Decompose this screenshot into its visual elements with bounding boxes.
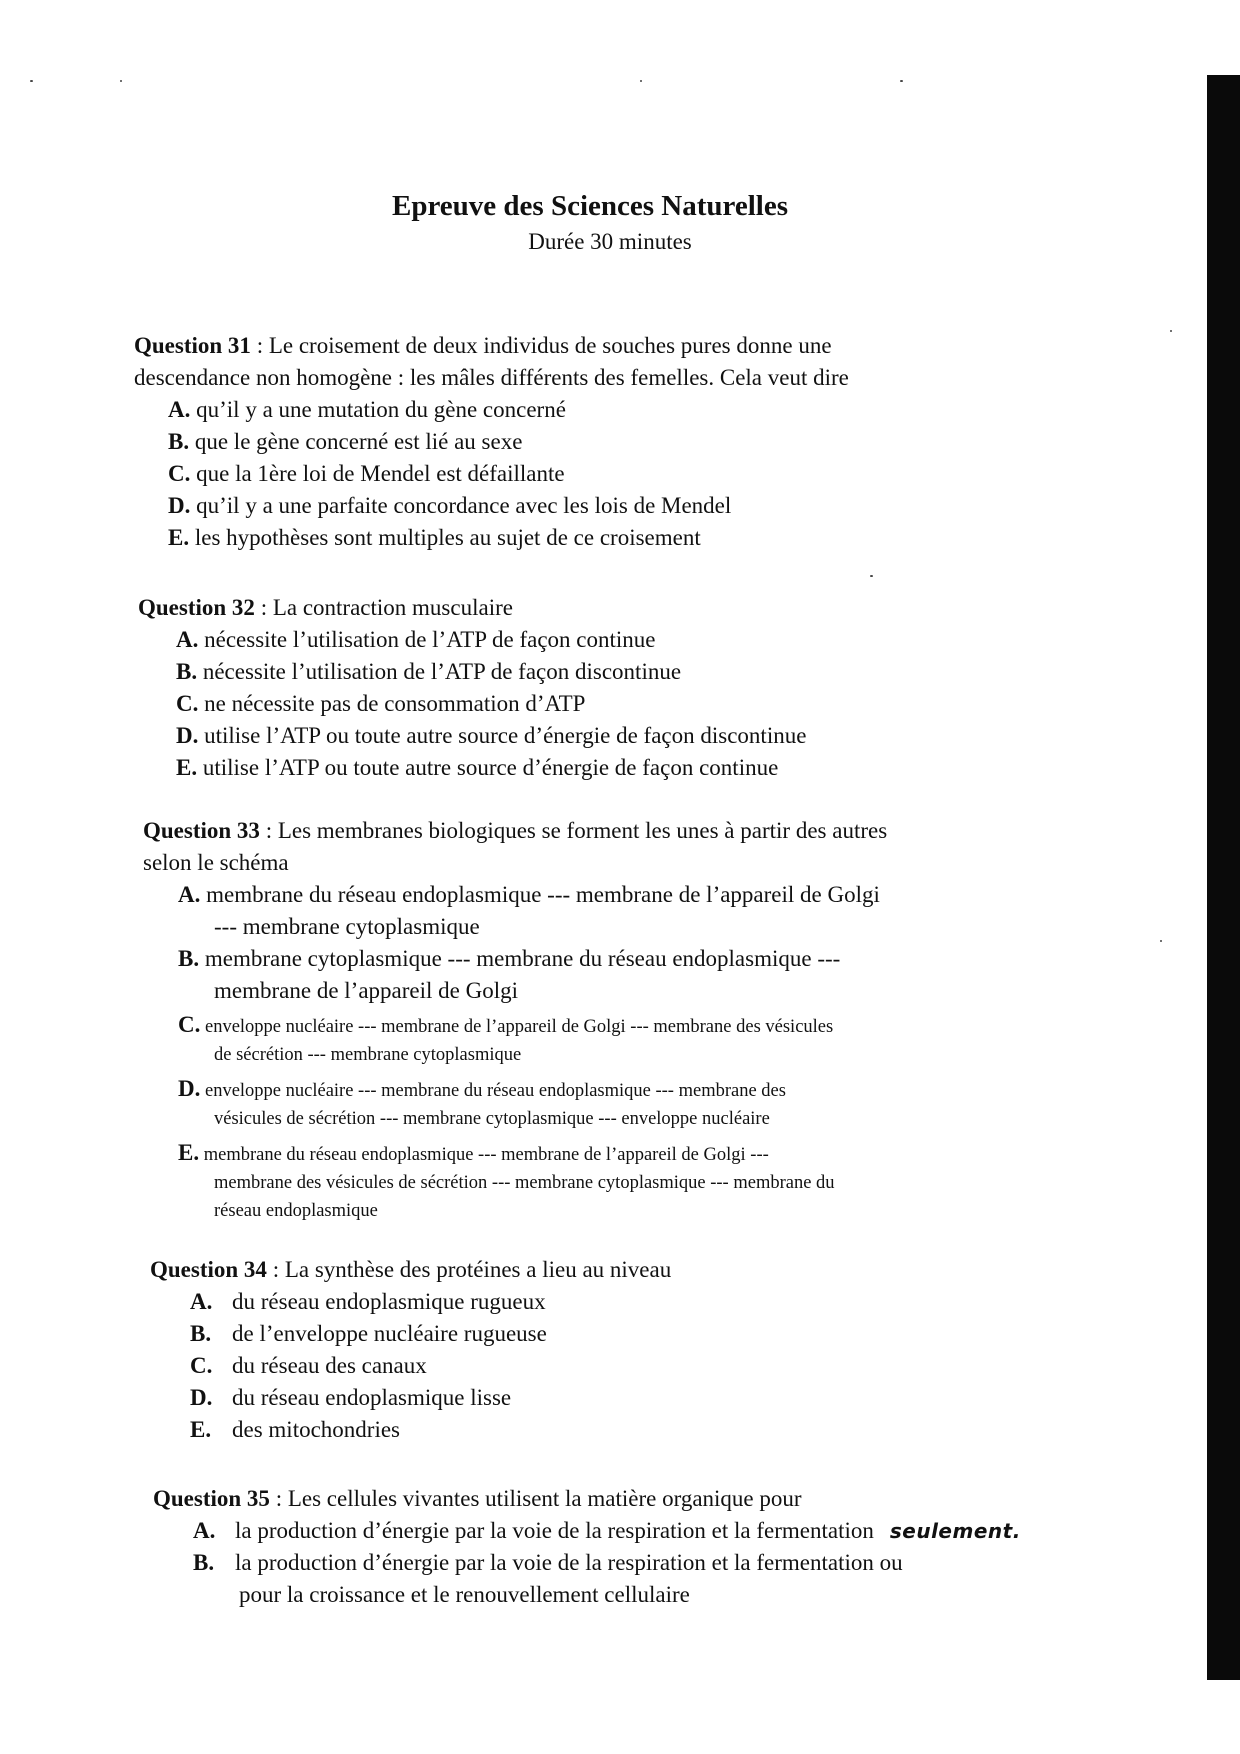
option-text: enveloppe nucléaire --- membrane du réseau endoplasmique --- membrane des <box>200 1081 786 1101</box>
exam-header <box>0 190 1180 255</box>
option-text: les hypothèses sont multiples au sujet de ce croisement <box>189 525 701 550</box>
option-text: de l’enveloppe nucléaire rugueuse <box>232 1321 547 1346</box>
option-text: membrane cytoplasmique --- membrane du réseau endoplasmique --- <box>199 946 841 971</box>
question-label: Question 31 <box>134 333 251 358</box>
option-text-continued: membrane de l’appareil de Golgi <box>214 978 518 1003</box>
option-letter: B. <box>168 429 190 454</box>
option-text: du réseau endoplasmique lisse <box>232 1385 512 1410</box>
option-letter: C. <box>168 461 191 486</box>
question-32 <box>138 592 806 784</box>
option-d[interactable] <box>168 490 849 522</box>
option-c[interactable] <box>190 1350 671 1382</box>
question-stem <box>138 592 806 624</box>
scan-speck <box>120 80 122 82</box>
option-b[interactable] <box>176 656 806 688</box>
option-text: des mitochondries <box>232 1417 400 1442</box>
question-text: : La contraction musculaire <box>254 595 513 620</box>
option-letter: B. <box>178 946 200 971</box>
option-text: du réseau des canaux <box>232 1353 427 1378</box>
option-b[interactable] <box>193 1547 1021 1611</box>
question-label: Question 34 <box>150 1257 267 1282</box>
question-label: Question 33 <box>143 818 260 843</box>
option-letter: C. <box>176 691 199 716</box>
option-a[interactable] <box>168 394 849 426</box>
option-letter: D. <box>190 1385 213 1410</box>
option-text-continued: --- membrane cytoplasmique <box>214 914 480 939</box>
option-letter: C. <box>190 1353 213 1378</box>
option-letter: D. <box>178 1076 201 1101</box>
question-text: : Le croisement de deux individus de souches pures donne une <box>250 333 832 358</box>
option-text-continued: membrane des vésicules de sécrétion --- membrane cytoplasmique --- membrane du <box>214 1173 835 1193</box>
option-letter: B. <box>176 659 198 684</box>
option-letter: D. <box>168 493 191 518</box>
option-text: membrane du réseau endoplasmique --- membrane de l’appareil de Golgi <box>200 882 880 907</box>
option-letter: A. <box>168 397 191 422</box>
option-text: nécessite l’utilisation de l’ATP de façon continue <box>198 627 656 652</box>
option-letter: A. <box>193 1518 216 1543</box>
handwritten-annotation: seulement. <box>889 1519 1021 1543</box>
question-text: : La synthèse des protéines a lieu au niveau <box>266 1257 672 1282</box>
option-c[interactable] <box>176 688 806 720</box>
question-label: Question 35 <box>153 1486 270 1511</box>
option-letter: E. <box>178 1140 200 1165</box>
option-e[interactable] <box>176 752 806 784</box>
option-a[interactable] <box>190 1286 671 1318</box>
option-text-continued: pour la croissance et le renouvellement cellulaire <box>239 1582 690 1607</box>
option-text: la production d’énergie par la voie de la respiration et la fermentation <box>235 1518 874 1543</box>
option-d[interactable] <box>176 720 806 752</box>
option-text-continued-2: réseau endoplasmique <box>214 1201 378 1221</box>
option-text: enveloppe nucléaire --- membrane de l’appareil de Golgi --- membrane des vésicules <box>200 1017 834 1037</box>
option-letter: A. <box>176 627 199 652</box>
question-31 <box>134 330 849 554</box>
option-a[interactable] <box>178 879 887 943</box>
question-stem-line2: descendance non homogène : les mâles différents des femelles. Cela veut dire <box>134 365 849 390</box>
option-text: qu’il y a une parfaite concordance avec les lois de Mendel <box>190 493 732 518</box>
question-text: : Les membranes biologiques se forment les unes à partir des autres <box>259 818 888 843</box>
option-text: que le gène concerné est lié au sexe <box>189 429 523 454</box>
option-letter: A. <box>190 1289 213 1314</box>
scan-speck <box>1160 940 1162 942</box>
question-stem <box>143 815 887 847</box>
option-e[interactable] <box>168 522 849 554</box>
scan-edge-shadow <box>1207 75 1240 1680</box>
option-letter: E. <box>190 1417 212 1442</box>
scan-speck <box>870 575 873 577</box>
option-c[interactable] <box>168 458 849 490</box>
option-text: nécessite l’utilisation de l’ATP de façon discontinue <box>197 659 682 684</box>
option-letter: A. <box>178 882 201 907</box>
option-text: membrane du réseau endoplasmique --- membrane de l’appareil de Golgi --- <box>199 1145 769 1165</box>
question-stem <box>134 330 849 362</box>
option-text-continued: vésicules de sécrétion --- membrane cytoplasmique --- enveloppe nucléaire <box>214 1109 770 1129</box>
question-text: : Les cellules vivantes utilisent la matière organique pour <box>269 1486 802 1511</box>
question-stem-line2: selon le schéma <box>143 850 289 875</box>
option-letter: E. <box>176 755 198 780</box>
option-text: du réseau endoplasmique rugueux <box>232 1289 546 1314</box>
question-stem <box>153 1483 1021 1515</box>
option-b[interactable] <box>190 1318 671 1350</box>
option-a[interactable] <box>193 1515 1021 1547</box>
exam-title: Epreuve des Sciences Naturelles <box>391 190 789 222</box>
option-letter: D. <box>176 723 199 748</box>
option-text: ne nécessite pas de consommation d’ATP <box>198 691 586 716</box>
scan-speck <box>30 80 33 82</box>
exam-duration: Durée 30 minutes <box>528 229 692 254</box>
option-text: la production d’énergie par la voie de la respiration et la fermentation ou <box>235 1550 903 1575</box>
question-33 <box>143 815 887 1225</box>
option-letter: C. <box>178 1012 201 1037</box>
option-text: que la 1ère loi de Mendel est défaillante <box>190 461 565 486</box>
option-e[interactable] <box>178 1139 887 1225</box>
scan-speck <box>900 80 903 82</box>
option-a[interactable] <box>176 624 806 656</box>
question-34 <box>150 1254 671 1446</box>
option-e[interactable] <box>190 1414 671 1446</box>
option-text: qu’il y a une mutation du gène concerné <box>190 397 566 422</box>
option-b[interactable] <box>178 943 887 1007</box>
option-d[interactable] <box>178 1075 887 1133</box>
option-b[interactable] <box>168 426 849 458</box>
scan-speck <box>640 80 642 82</box>
option-d[interactable] <box>190 1382 671 1414</box>
option-text: utilise l’ATP ou toute autre source d’énergie de façon discontinue <box>198 723 807 748</box>
option-letter: B. <box>190 1321 212 1346</box>
question-35 <box>153 1483 1021 1611</box>
option-letter: E. <box>168 525 190 550</box>
scan-speck <box>1170 330 1172 332</box>
question-label: Question 32 <box>138 595 255 620</box>
option-c[interactable] <box>178 1011 887 1069</box>
option-text: utilise l’ATP ou toute autre source d’énergie de façon continue <box>197 755 779 780</box>
question-stem <box>150 1254 671 1286</box>
option-letter: B. <box>193 1550 215 1575</box>
option-text-continued: de sécrétion --- membrane cytoplasmique <box>214 1045 522 1065</box>
